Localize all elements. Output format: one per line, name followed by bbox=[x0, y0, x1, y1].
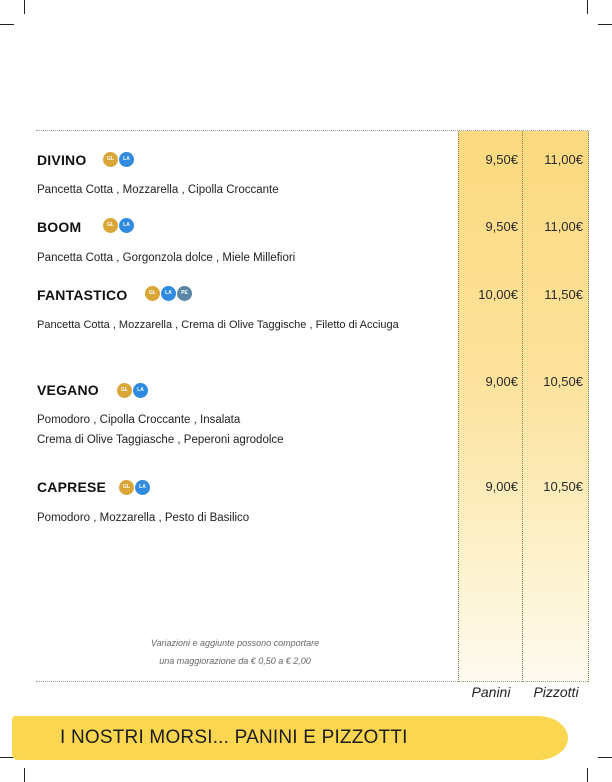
menu-top-rule bbox=[36, 130, 588, 131]
pizzotti-column-label: Pizzotti bbox=[533, 684, 579, 700]
surcharge-note: una maggiorazione da € 0,50 a € 2,00 bbox=[159, 656, 311, 666]
crop-mark bbox=[598, 757, 612, 758]
menu-item-ingredients: Pancetta Cotta , Mozzarella , Crema di Olive Taggische , Filetto di Acciuga bbox=[37, 319, 399, 331]
crop-mark bbox=[24, 0, 25, 14]
allergen-la-badge: LA bbox=[161, 286, 176, 301]
menu-item-ingredients: Pomodoro , Cipolla Croccante , Insalata bbox=[37, 414, 241, 426]
pizzotti-price: 11,50€ bbox=[544, 287, 583, 302]
allergen-gl-badge: GL bbox=[103, 218, 118, 233]
menu-bottom-rule bbox=[36, 681, 588, 682]
allergen-badges bbox=[117, 383, 148, 398]
crop-mark bbox=[587, 768, 588, 782]
crop-mark bbox=[598, 24, 612, 25]
pizzotti-price-column bbox=[522, 131, 589, 682]
menu-item-name: VEGANO bbox=[37, 382, 99, 398]
allergen-la-badge: LA bbox=[135, 480, 150, 495]
pizzotti-price: 10,50€ bbox=[543, 479, 583, 494]
pizzotti-price: 11,00€ bbox=[544, 219, 583, 234]
panini-price: 10,00€ bbox=[478, 287, 518, 302]
allergen-badges bbox=[103, 218, 134, 233]
menu-item-name: CAPRESE bbox=[37, 479, 107, 495]
allergen-gl-badge: GL bbox=[117, 383, 132, 398]
menu-item-ingredients: Crema di Olive Taggiasche , Peperoni agrodolce bbox=[37, 434, 284, 446]
allergen-la-badge: LA bbox=[133, 383, 148, 398]
pizzotti-price: 10,50€ bbox=[543, 374, 583, 389]
menu-item-name: FANTASTICO bbox=[37, 287, 128, 303]
crop-mark bbox=[24, 768, 25, 782]
allergen-pe-badge: PE bbox=[177, 286, 192, 301]
panini-price: 9,50€ bbox=[485, 152, 518, 167]
allergen-badges bbox=[119, 480, 150, 495]
allergen-la-badge: LA bbox=[119, 218, 134, 233]
pizzotti-price: 11,00€ bbox=[544, 152, 583, 167]
allergen-gl-badge: GL bbox=[103, 152, 118, 167]
panini-price: 9,00€ bbox=[485, 374, 518, 389]
menu-item-ingredients: Pancetta Cotta , Gorgonzola dolce , Miele Millefiori bbox=[37, 252, 296, 264]
menu-item-ingredients: Pomodoro , Mozzarella , Pesto di Basilico bbox=[37, 512, 250, 524]
menu-item-name: DIVINO bbox=[37, 152, 87, 168]
allergen-gl-badge: GL bbox=[145, 286, 160, 301]
crop-mark bbox=[0, 24, 14, 25]
menu-item-name: BOOM bbox=[37, 219, 82, 235]
panini-price: 9,00€ bbox=[485, 479, 518, 494]
page-title: I NOSTRI MORSI... PANINI E PIZZOTTI bbox=[60, 727, 408, 748]
panini-column-label: Panini bbox=[471, 684, 511, 700]
allergen-badges bbox=[145, 286, 192, 301]
menu-item-ingredients: Pancetta Cotta , Mozzarella , Cipolla Croccante bbox=[37, 184, 279, 196]
allergen-la-badge: LA bbox=[119, 152, 134, 167]
allergen-gl-badge: GL bbox=[119, 480, 134, 495]
panini-price: 9,50€ bbox=[485, 219, 518, 234]
allergen-badges bbox=[103, 152, 134, 167]
crop-mark bbox=[587, 0, 588, 14]
surcharge-note: Variazioni e aggiunte possono comportare bbox=[150, 638, 320, 648]
panini-price-column bbox=[458, 131, 523, 682]
